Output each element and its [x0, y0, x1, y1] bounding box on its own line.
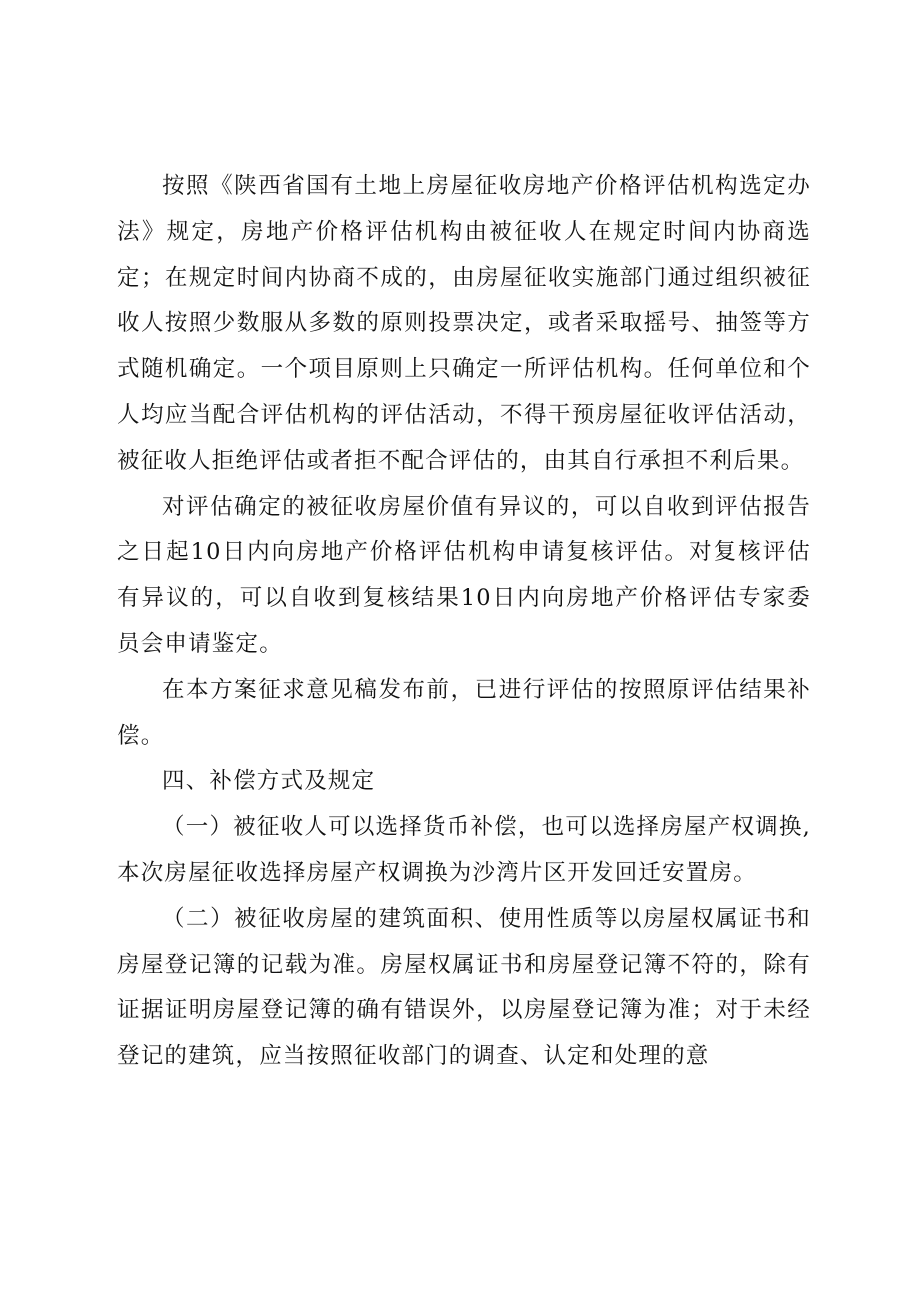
paragraph-appraisal-agency-selection: 按照《陕西省国有土地上房屋征收房地产价格评估机构选定办法》规定，房地产价格评估机构由被征收人在规定时间内协商选定；在规定时间内协商不成的，由房屋征收实施部门通过组织被征收人按照少数服从多数的原则投票决定，或者采取摇号、抽签等方式随机确定。一个项目原则上只确定一所评估机构。任何单位和个人均应当配合评估机构的评估活动，不得干预房屋征收评估活动，被征收人拒绝评估或者拒不配合评估的，由其自行承担不利后果。 [117, 173, 811, 474]
item-building-area-determination: （二）被征收房屋的建筑面积、使用性质等以房屋权属证书和房屋登记簿的记载为准。房屋权属证书和房屋登记簿不符的，除有证据证明房屋登记簿的确有错误外，以房屋登记簿为准；对于未经登记的建筑，应当按照征收部门的调查、认定和处理的意 [117, 905, 811, 1070]
document-body [117, 164, 811, 1080]
item-compensation-method: （一）被征收人可以选择货币补偿，也可以选择房屋产权调换,本次房屋征收选择房屋产权调换为沙湾片区开发回迁安置房。 [117, 814, 811, 886]
paragraph-appraisal-objection: 对评估确定的被征收房屋价值有异议的，可以自收到评估报告之日起10日内向房地产价格评估机构申请复核评估。对复核评估有异议的，可以自收到复核结果10日内向房地产价格评估专家委员会申请鉴定。 [117, 493, 811, 657]
section-heading-compensation: 四、补偿方式及规定 [162, 768, 376, 795]
paragraph-prior-appraisal: 在本方案征求意见稿发布前，已进行评估的按照原评估结果补偿。 [117, 676, 811, 749]
